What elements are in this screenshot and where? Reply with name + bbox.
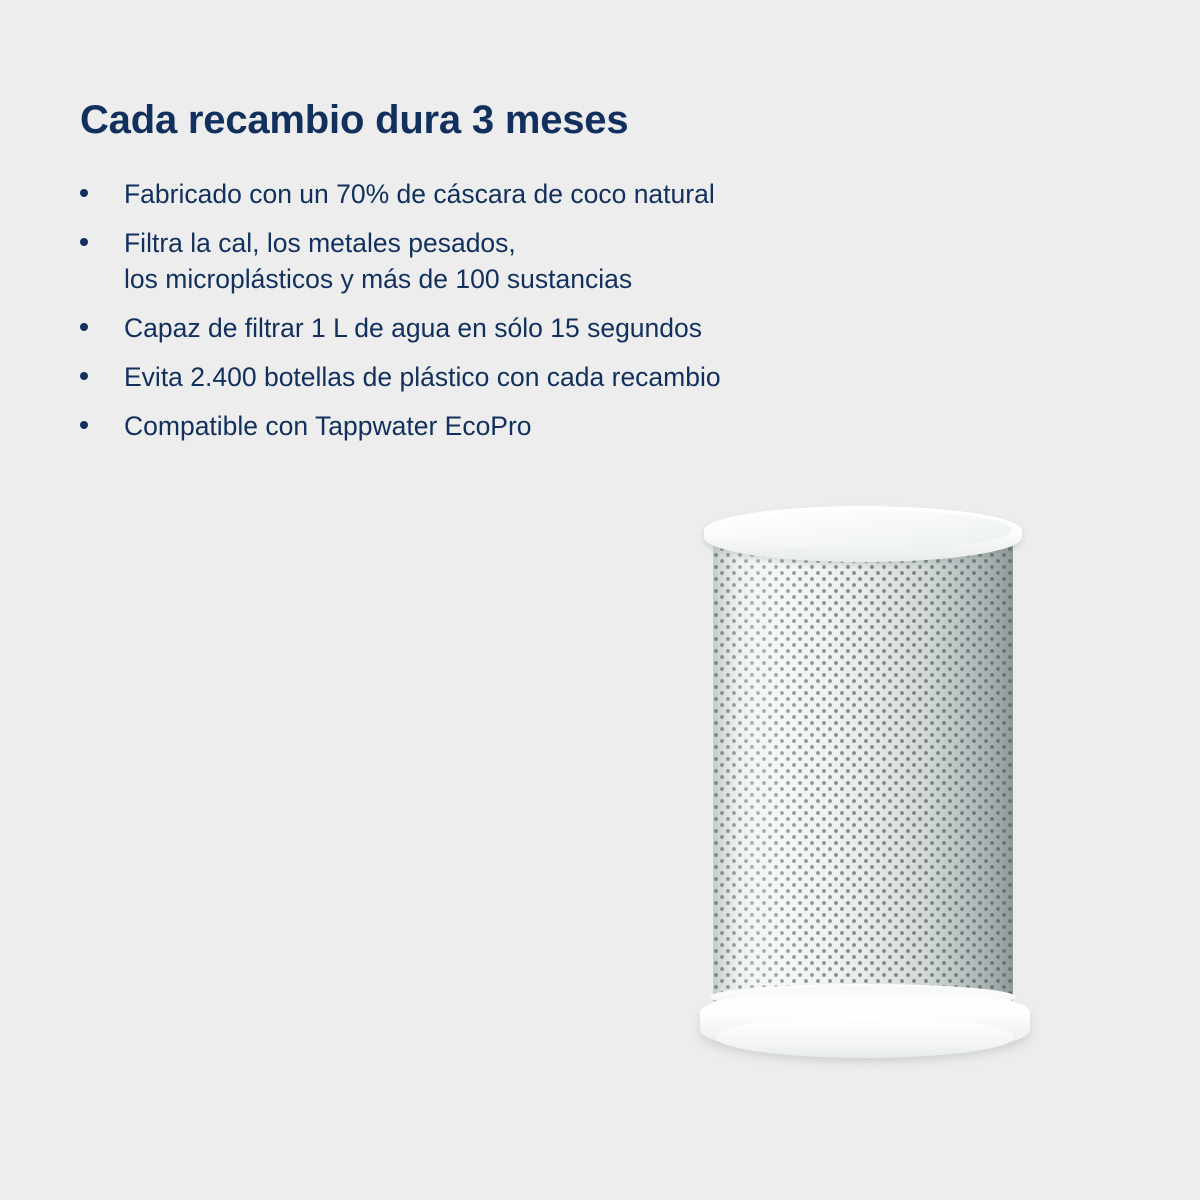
filter-cap-bottom-face — [716, 1016, 1014, 1058]
filter-cartridge-body — [713, 528, 1013, 1038]
list-item — [80, 310, 960, 346]
bullet-dot-icon — [80, 421, 88, 429]
list-item-label: Evita 2.400 botellas de plástico con cada recambio — [124, 362, 721, 393]
filter-cap-bottom — [700, 986, 1030, 1056]
page-title: Cada recambio dura 3 meses — [80, 98, 629, 142]
filter-cap-top — [704, 506, 1022, 562]
filter-cap-top-face — [722, 510, 1012, 550]
list-item-label-second-line: los microplásticos y más de 100 sustancias — [124, 264, 633, 295]
list-item — [80, 225, 960, 297]
list-item — [80, 359, 960, 395]
list-item — [80, 176, 960, 212]
text-content — [80, 98, 960, 457]
bullet-dot-icon — [80, 238, 88, 246]
list-item-label: Filtra la cal, los metales pesados, — [124, 228, 516, 259]
bullet-dot-icon — [80, 323, 88, 331]
bullet-dot-icon — [80, 189, 88, 197]
list-item-label: Capaz de filtrar 1 L de agua en sólo 15 segundos — [124, 313, 703, 344]
bullet-dot-icon — [80, 372, 88, 380]
feature-list — [80, 176, 960, 444]
list-item-label: Fabricado con un 70% de cáscara de coco natural — [124, 179, 715, 209]
list-item — [80, 408, 960, 444]
list-item-label: Compatible con Tappwater EcoPro — [124, 411, 532, 442]
product-image — [700, 498, 1030, 1068]
